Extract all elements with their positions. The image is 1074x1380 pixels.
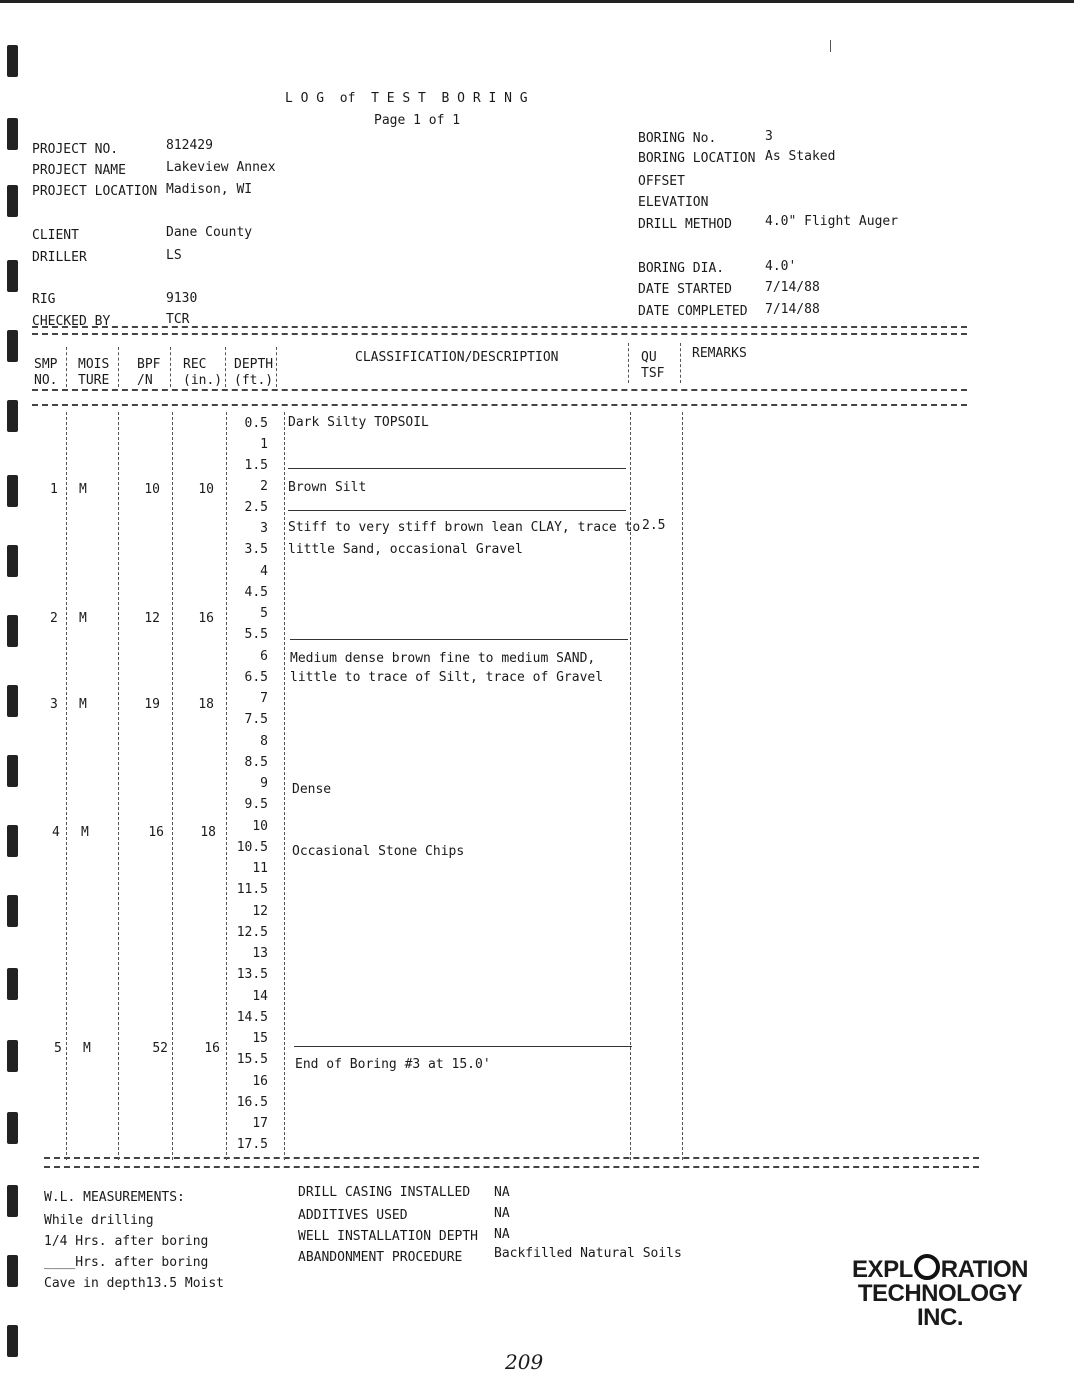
sample-moisture: M — [83, 1041, 91, 1056]
col-header-smp: SMP NO. — [34, 357, 58, 388]
depth-value: 12.5 — [236, 925, 268, 940]
depth-value: 1.5 — [244, 458, 268, 473]
table-bottom-divider-2 — [44, 1166, 979, 1168]
header-separator — [66, 347, 67, 387]
header-divider-top-2 — [32, 333, 967, 335]
project-location-value: Madison, WI — [166, 182, 253, 197]
depth-value: 7 — [260, 691, 268, 706]
project-location-label: PROJECT LOCATION — [32, 184, 158, 199]
globe-icon — [914, 1254, 940, 1280]
description-text: Brown Silt — [288, 480, 367, 495]
description-text: little to trace of Silt, trace of Gravel — [290, 670, 604, 685]
document-title: L O G of T E S T B O R I N G — [285, 91, 528, 106]
offset-label: OFFSET — [638, 174, 685, 189]
project-name-label: PROJECT NAME — [32, 163, 126, 178]
binder-hole — [7, 895, 18, 927]
stratum-boundary — [294, 1046, 632, 1047]
binder-hole — [7, 1040, 18, 1072]
logo-line-2: TECHNOLOGY — [857, 1280, 1023, 1307]
well-installation-label: WELL INSTALLATION DEPTH — [298, 1229, 479, 1244]
logo-line-1: EXPL RATION — [852, 1256, 1028, 1283]
checked-by-label: CHECKED BY — [32, 314, 111, 329]
sample-no: 4 — [52, 825, 60, 840]
sample-bpf: 12 — [144, 611, 160, 626]
client-value: Dane County — [166, 225, 253, 240]
column-separator — [66, 412, 67, 1160]
binder-hole — [7, 1325, 18, 1357]
stratum-boundary — [288, 510, 626, 511]
client-label: CLIENT — [32, 228, 79, 243]
date-completed-label: DATE COMPLETED — [638, 304, 748, 319]
depth-value: 5.5 — [244, 627, 268, 642]
project-no-value: 812429 — [166, 138, 213, 153]
binder-hole — [7, 545, 18, 577]
depth-value: 17.5 — [236, 1137, 268, 1152]
depth-value: 11.5 — [236, 882, 268, 897]
sample-moisture: M — [79, 482, 87, 497]
header-separator — [170, 347, 171, 387]
depth-value: 2.5 — [244, 500, 268, 515]
abandonment-label: ABANDONMENT PROCEDURE — [298, 1250, 463, 1265]
header-separator — [276, 347, 277, 387]
checked-by-value: TCR — [166, 312, 190, 327]
additives-label: ADDITIVES USED — [298, 1208, 408, 1223]
binder-hole — [7, 755, 18, 787]
column-separator — [682, 412, 683, 1160]
wl-heading: W.L. MEASUREMENTS: — [44, 1190, 185, 1205]
col-header-rec: REC (in.) — [183, 357, 223, 388]
description-text: Occasional Stone Chips — [292, 844, 465, 859]
col-header-mois: MOIS TURE — [78, 357, 110, 388]
date-started-value: 7/14/88 — [765, 280, 820, 295]
depth-value: 15.5 — [236, 1052, 268, 1067]
depth-value: 5 — [260, 606, 268, 621]
col-header-qu: QU TSF — [641, 350, 665, 381]
depth-value: 17 — [252, 1116, 268, 1131]
description-text: Dense — [292, 782, 332, 797]
depth-value: 10.5 — [236, 840, 268, 855]
binder-hole — [7, 260, 18, 292]
sample-moisture: M — [79, 611, 87, 626]
column-separator — [226, 412, 227, 1160]
depth-value: 6 — [260, 649, 268, 664]
drill-method-value: 4.0" Flight Auger — [765, 214, 899, 229]
driller-value: LS — [166, 248, 182, 263]
description-text: Stiff to very stiff brown lean CLAY, trace to — [288, 520, 641, 535]
depth-value: 3 — [260, 521, 268, 536]
wl-line: While drilling — [44, 1213, 154, 1228]
description-text: little Sand, occasional Gravel — [288, 542, 523, 557]
description-text: Medium dense brown fine to medium SAND, — [290, 651, 596, 666]
description-text: Dark Silty TOPSOIL — [288, 415, 429, 430]
binder-hole — [7, 968, 18, 1000]
sample-no: 3 — [50, 697, 58, 712]
binder-hole — [7, 185, 18, 217]
depth-value: 12 — [252, 904, 268, 919]
binder-hole — [7, 118, 18, 150]
stray-mark — [830, 40, 831, 52]
sample-rec: 16 — [204, 1041, 220, 1056]
date-completed-value: 7/14/88 — [765, 302, 820, 317]
wl-line: 1/4 Hrs. after boring — [44, 1234, 209, 1249]
depth-value: 11 — [252, 861, 268, 876]
stratum-boundary — [288, 468, 626, 469]
sample-moisture: M — [81, 825, 89, 840]
depth-value: 13 — [252, 946, 268, 961]
top-edge — [0, 0, 1074, 3]
stratum-boundary — [290, 639, 628, 640]
additives-value: NA — [494, 1206, 510, 1221]
boring-dia-label: BORING DIA. — [638, 261, 725, 276]
depth-value: 7.5 — [244, 712, 268, 727]
sample-bpf: 52 — [152, 1041, 168, 1056]
depth-value: 10 — [252, 819, 268, 834]
header-divider-bottom-2 — [32, 404, 967, 406]
column-separator — [118, 412, 119, 1160]
drill-casing-value: NA — [494, 1185, 510, 1200]
binder-hole — [7, 45, 18, 77]
binder-hole — [7, 475, 18, 507]
rig-label: RIG — [32, 292, 56, 307]
description-text: End of Boring #3 at 15.0' — [295, 1057, 491, 1072]
company-logo — [850, 1254, 1030, 1330]
depth-value: 13.5 — [236, 967, 268, 982]
boring-location-label: BORING LOCATION — [638, 151, 756, 166]
sample-rec: 16 — [198, 611, 214, 626]
project-name-value: Lakeview Annex — [166, 160, 276, 175]
sample-rec: 10 — [198, 482, 214, 497]
logo-line-3: INC. — [917, 1304, 963, 1331]
binder-hole — [7, 685, 18, 717]
rig-value: 9130 — [166, 291, 198, 306]
col-header-depth: DEPTH (ft.) — [234, 357, 274, 388]
binder-hole — [7, 1255, 18, 1287]
sample-no: 2 — [50, 611, 58, 626]
page-indicator: Page 1 of 1 — [374, 113, 461, 128]
abandonment-value: Backfilled Natural Soils — [494, 1246, 682, 1261]
sample-no: 5 — [54, 1041, 62, 1056]
col-header-bpf: BPF /N — [137, 357, 161, 388]
wl-line: ____Hrs. after boring — [44, 1255, 209, 1270]
depth-value: 14.5 — [236, 1010, 268, 1025]
header-divider-bottom — [32, 389, 967, 391]
col-header-classification: CLASSIFICATION/DESCRIPTION — [355, 350, 559, 365]
binder-hole — [7, 330, 18, 362]
well-installation-value: NA — [494, 1227, 510, 1242]
depth-value: 8 — [260, 734, 268, 749]
binder-holes — [4, 0, 24, 1380]
sample-moisture: M — [79, 697, 87, 712]
binder-hole — [7, 1185, 18, 1217]
header-separator — [225, 347, 226, 387]
depth-value: 14 — [252, 989, 268, 1004]
handwritten-page-number: 209 — [505, 1350, 544, 1374]
drill-casing-label: DRILL CASING INSTALLED — [298, 1185, 471, 1200]
sample-rec: 18 — [200, 825, 216, 840]
binder-hole — [7, 400, 18, 432]
column-separator — [172, 412, 173, 1160]
sample-bpf: 10 — [144, 482, 160, 497]
depth-value: 3.5 — [244, 542, 268, 557]
sample-rec: 18 — [198, 697, 214, 712]
depth-value: 8.5 — [244, 755, 268, 770]
wl-line: Cave in depth13.5 Moist — [44, 1276, 225, 1291]
col-header-remarks: REMARKS — [692, 346, 747, 361]
sample-bpf: 16 — [148, 825, 164, 840]
sample-bpf: 19 — [144, 697, 160, 712]
boring-dia-value: 4.0' — [765, 259, 797, 274]
header-separator — [628, 343, 629, 383]
driller-label: DRILLER — [32, 250, 87, 265]
boring-location-value: As Staked — [765, 149, 836, 164]
depth-value: 9 — [260, 776, 268, 791]
binder-hole — [7, 1112, 18, 1144]
depth-value: 15 — [252, 1031, 268, 1046]
header-separator — [118, 347, 119, 387]
project-no-label: PROJECT NO. — [32, 142, 119, 157]
elevation-label: ELEVATION — [638, 195, 709, 210]
date-started-label: DATE STARTED — [638, 282, 732, 297]
binder-hole — [7, 615, 18, 647]
drill-method-label: DRILL METHOD — [638, 217, 732, 232]
depth-value: 16.5 — [236, 1095, 268, 1110]
depth-value: 4 — [260, 564, 268, 579]
depth-value: 2 — [260, 479, 268, 494]
depth-value: 0.5 — [244, 416, 268, 431]
depth-value: 4.5 — [244, 585, 268, 600]
sample-no: 1 — [50, 482, 58, 497]
depth-value: 16 — [252, 1074, 268, 1089]
depth-value: 6.5 — [244, 670, 268, 685]
qu-value: 2.5 — [642, 518, 666, 533]
boring-no-value: 3 — [765, 129, 773, 144]
header-divider-top — [32, 326, 967, 328]
depth-value: 9.5 — [244, 797, 268, 812]
boring-no-label: BORING No. — [638, 131, 717, 146]
depth-value: 1 — [260, 437, 268, 452]
table-bottom-divider — [44, 1157, 979, 1159]
header-separator — [680, 343, 681, 383]
binder-hole — [7, 825, 18, 857]
column-separator — [284, 412, 285, 1160]
